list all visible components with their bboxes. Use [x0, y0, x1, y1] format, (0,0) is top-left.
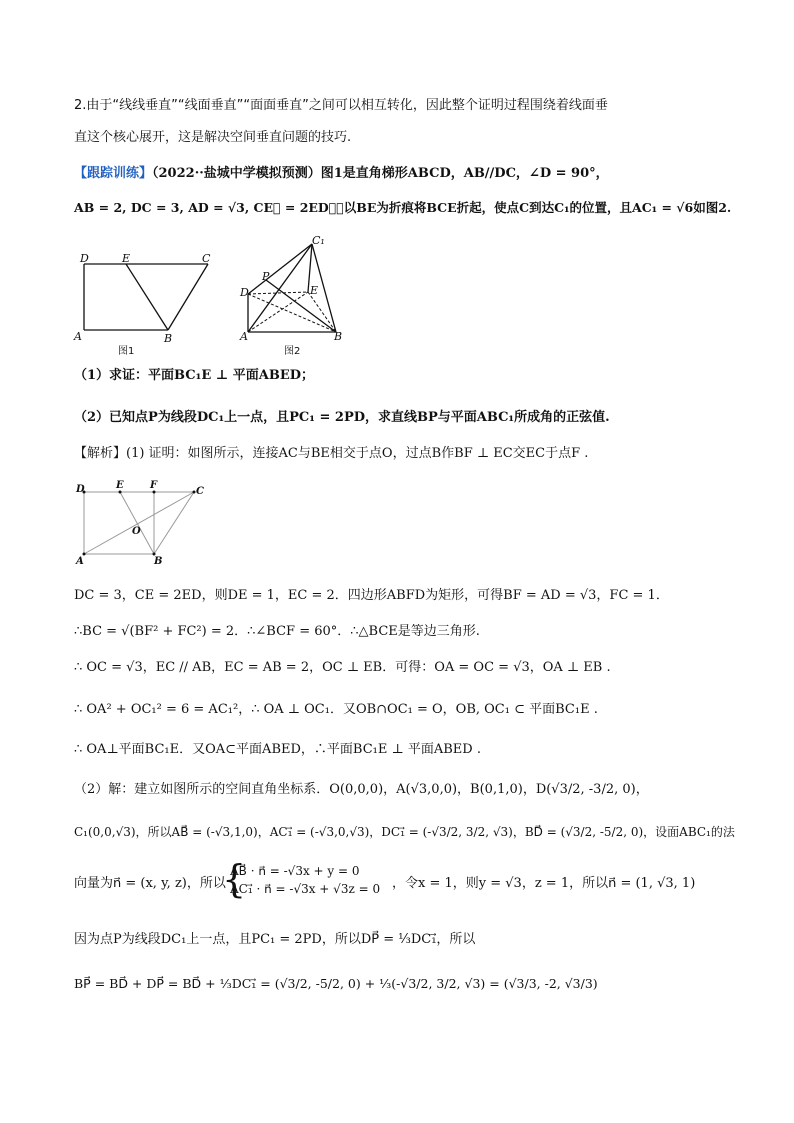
fig2-label-C1: C₁ — [312, 234, 325, 247]
fig2-label-P: P — [262, 270, 270, 283]
text-line-1: 2.由于“线线垂直”“线面垂直”“面面垂直”之间可以相互转化，因此整个证明过程围绕着线面垂 — [74, 98, 608, 113]
solution-line-3a: 向量为n⃗ = (x, y, z)，所以 — [74, 876, 226, 891]
solution-line-3b: ，令x = 1，则y = √3，z = 1，所以n⃗ = (1, √3, 1) — [392, 876, 696, 891]
solution-line-5: BP⃗ = BD⃗ + DP⃗ = BD⃗ + ⅓DC₁⃗ = (√3/2, -5/2, 0) + ⅓(-√3/2, 3/2, √3) = (√3/3, -2, √3/3) — [74, 976, 598, 991]
training-text: （2022··盐城中学模拟预测）图1是直角梯形ABCD，AB//DC，∠D = 90°， — [152, 166, 609, 181]
fig3-label-D: D — [76, 484, 85, 495]
fig3-label-C: C — [196, 486, 204, 497]
solution-line-4: 因为点P为线段DC₁上一点，且PC₁ = 2PD，所以DP⃗ = ⅓DC₁⃗，所以 — [74, 932, 476, 947]
analysis-line-3: ∴BC = √(BF² + FC²) = 2．∴∠BCF = 60°．∴△BCE是等边三角形. — [74, 624, 480, 639]
fig3-label-A: A — [76, 556, 84, 567]
question-2: （2）已知点P为线段DC₁上一点，且PC₁ = 2PD，求直线BP与平面ABC₁所成角的正弦值. — [74, 410, 610, 425]
training-tag: 【跟踪训练】 — [74, 166, 153, 181]
system-brace: { — [222, 857, 247, 901]
fig2-label-D: D — [240, 286, 249, 299]
fig2-label-A: A — [240, 330, 248, 342]
problem-line-2: AB = 2, DC = 3, AD = √3, CE⃗ = 2ED⃗，以BE为折痕将BCE折起，使点C到达C₁的位置，且AC₁ = √6如图2. — [74, 200, 732, 215]
fig3-label-E: E — [116, 480, 124, 491]
equation-system — [230, 862, 380, 898]
analysis-line-2: DC = 3，CE = 2ED，则DE = 1，EC = 2．四边形ABFD为矩形，可得BF = AD = √3，FC = 1． — [74, 588, 669, 603]
analysis-line-4: ∴ OC = √3，EC // AB，EC = AB = 2，OC ⊥ EB．可得：OA = OC = √3，OA ⊥ EB . — [74, 660, 611, 675]
analysis-line-5: ∴ OA² + OC₁² = 6 = AC₁²，∴ OA ⊥ OC₁．又OB∩OC₁ = O，OB, OC₁ ⊂ 平面BC₁E . — [74, 702, 598, 717]
figure-1 — [72, 250, 222, 350]
analysis-line-6: ∴ OA⊥平面BC₁E．又OA⊂平面ABED，∴平面BC₁E ⊥ 平面ABED . — [74, 742, 481, 757]
equation-2: AC₁⃗ · n⃗ = -√3x + √3z = 0 — [230, 882, 381, 896]
question-1: （1）求证：平面BC₁E ⊥ 平面ABED； — [74, 368, 315, 383]
fig1-label-E: E — [122, 252, 131, 265]
text-line-2: 直这个核心展开，这是解决空间垂直问题的技巧. — [74, 130, 352, 145]
training-line — [74, 164, 609, 184]
fig3-label-B: B — [154, 556, 163, 567]
fig3-label-O: O — [132, 526, 141, 537]
fig2-label-B: B — [334, 330, 343, 342]
figure-2 — [232, 232, 352, 342]
fig3-label-F: F — [150, 480, 158, 491]
figure-3 — [72, 478, 212, 568]
fig1-label-C: C — [202, 252, 211, 265]
fig1-label-B: B — [164, 332, 173, 345]
fig1-label-D: D — [80, 252, 89, 265]
equation-1: AB⃗ · n⃗ = -√3x + y = 0 — [230, 864, 360, 878]
fig2-label-E: E — [310, 284, 319, 297]
solution-line-2: C₁(0,0,√3)，所以AB⃗ = (-√3,1,0)，AC₁⃗ = (-√3,0,√3)，DC₁⃗ = (-√3/2, 3/2, √3)，BD⃗ = (√3/2, -5/2, 0)，设面ABC₁的法 — [74, 825, 735, 839]
figure-1-caption: 图1 — [118, 346, 135, 357]
solution-line-1: （2）解：建立如图所示的空间直角坐标系．O(0,0,0)，A(√3,0,0)，B(0,1,0)，D(√3/2, -3/2, 0)， — [74, 782, 649, 797]
fig1-label-A: A — [74, 330, 82, 343]
analysis-line-1: 【解析】(1) 证明：如图所示，连接AC与BE相交于点O，过点B作BF ⊥ EC交EC于点F . — [74, 446, 589, 461]
figure-2-caption: 图2 — [284, 346, 301, 357]
